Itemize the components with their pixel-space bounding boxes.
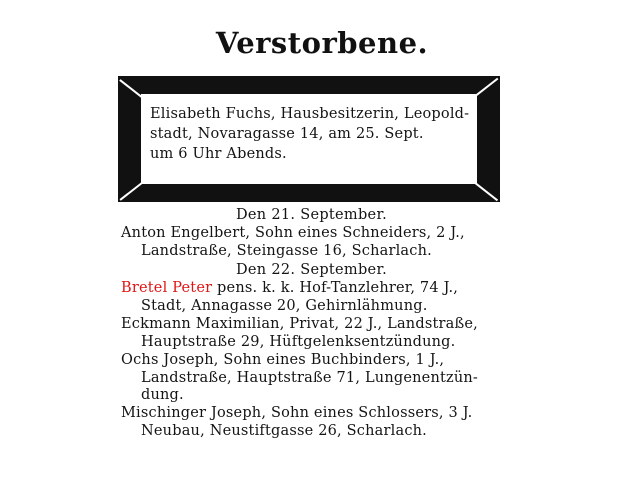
date-heading: Den 21. September. bbox=[236, 207, 387, 223]
death-entry-line: dung. bbox=[141, 387, 184, 403]
death-entry-line: Eckmann Maximilian, Privat, 22 J., Landstraße, bbox=[121, 316, 478, 332]
section-heading: Verstorbene. bbox=[215, 26, 429, 60]
death-entry-line: Mischinger Joseph, Sohn eines Schlossers, 3 J. bbox=[121, 405, 473, 421]
notice-line: um 6 Uhr Abends. bbox=[150, 146, 287, 162]
death-entry-line: Landstraße, Steingasse 16, Scharlach. bbox=[141, 243, 432, 259]
highlighted-name: Bretel Peter bbox=[121, 280, 213, 296]
death-entry-line: Ochs Joseph, Sohn eines Buchbinders, 1 J., bbox=[121, 352, 445, 368]
date-heading: Den 22. September. bbox=[236, 262, 387, 278]
notice-line: Elisabeth Fuchs, Hausbesitzerin, Leopold- bbox=[150, 106, 470, 122]
entry-text: pens. k. k. Hof-Tanzlehrer, 74 J., bbox=[212, 280, 459, 296]
death-entry-line: Stadt, Annagasse 20, Gehirnlähmung. bbox=[141, 298, 428, 314]
death-entry-line: Neubau, Neustiftgasse 26, Scharlach. bbox=[141, 423, 427, 439]
death-entry-line: Hauptstraße 29, Hüftgelenksentzündung. bbox=[141, 334, 456, 350]
death-entry-line: Anton Engelbert, Sohn eines Schneiders, 2 J., bbox=[121, 225, 465, 241]
notice-line: stadt, Novaragasse 14, am 25. Sept. bbox=[150, 126, 424, 142]
death-entry-line: Landstraße, Hauptstraße 71, Lungenentzün- bbox=[141, 370, 479, 386]
death-entry-line bbox=[121, 280, 458, 296]
